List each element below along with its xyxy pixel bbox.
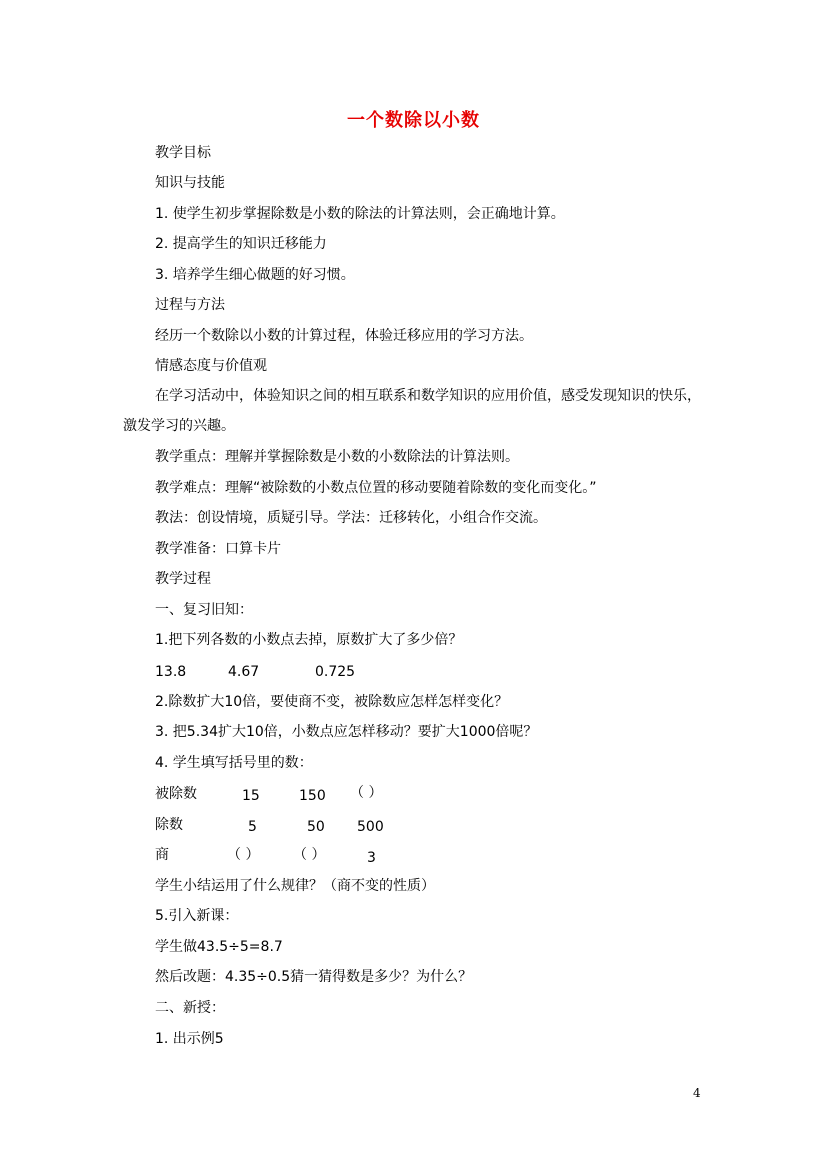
text-line: 学生小结运用了什么规律？（商不变的性质） bbox=[155, 878, 435, 894]
table-cell: 除数 bbox=[155, 817, 183, 833]
table-cell: 5 bbox=[248, 819, 257, 835]
text-line: 1. 使学生初步掌握除数是小数的除法的计算法则，会正确地计算。 bbox=[155, 206, 565, 222]
text-line: 在学习活动中，体验知识之间的相互联系和数学知识的应用价值，感受发现知识的快乐， bbox=[155, 388, 701, 404]
text-line: 教法：创设情境，质疑引导。学法：迁移转化，小组合作交流。 bbox=[155, 510, 547, 526]
number-item: 4.67 bbox=[228, 664, 260, 680]
page-number: 4 bbox=[693, 1086, 701, 1100]
table-cell: （ ） bbox=[293, 847, 326, 863]
number-item: 0.725 bbox=[315, 664, 356, 680]
table-cell: 15 bbox=[242, 788, 260, 804]
text-line: 学生做43.5÷5=8.7 bbox=[155, 939, 283, 955]
text-line: 知识与技能 bbox=[155, 175, 225, 191]
table-cell: 50 bbox=[307, 819, 325, 835]
text-line: 3. 把5.34扩大10倍，小数点应怎样移动？要扩大1000倍呢？ bbox=[155, 724, 538, 740]
text-line: 教学目标 bbox=[155, 145, 211, 161]
text-line: 5.引入新课： bbox=[155, 908, 239, 924]
table-cell: 3 bbox=[367, 850, 376, 866]
text-line: 教学难点：理解“被除数的小数点位置的移动要随着除数的变化而变化。” bbox=[155, 480, 597, 496]
text-line: 2. 提高学生的知识迁移能力 bbox=[155, 236, 327, 252]
table-cell: 被除数 bbox=[155, 786, 197, 802]
table-cell: 商 bbox=[155, 847, 169, 863]
text-line: 一、复习旧知： bbox=[155, 602, 253, 618]
text-line: 1.把下列各数的小数点去掉，原数扩大了多少倍？ bbox=[155, 632, 463, 648]
text-line: 教学过程 bbox=[155, 571, 211, 587]
table-cell: （ ） bbox=[227, 847, 260, 863]
text-line: 教学重点：理解并掌握除数是小数的小数除法的计算法则。 bbox=[155, 449, 519, 465]
text-line: 然后改题：4.35÷0.5猜一猜得数是多少？为什么？ bbox=[155, 969, 473, 985]
text-line: 情感态度与价值观 bbox=[155, 358, 267, 374]
text-line: 教学准备：口算卡片 bbox=[155, 541, 281, 557]
text-line: 4. 学生填写括号里的数： bbox=[155, 755, 313, 771]
number-item: 13.8 bbox=[155, 664, 187, 680]
text-line: 3. 培养学生细心做题的好习惯。 bbox=[155, 267, 355, 283]
text-line: 过程与方法 bbox=[155, 297, 225, 313]
text-line: 经历一个数除以小数的计算过程，体验迁移应用的学习方法。 bbox=[155, 328, 533, 344]
table-cell: 500 bbox=[357, 819, 384, 835]
text-line: 1. 出示例5 bbox=[155, 1031, 224, 1047]
table-cell: （ ） bbox=[350, 785, 383, 801]
table-cell: 150 bbox=[299, 788, 326, 804]
document-title: 一个数除以小数 bbox=[347, 110, 480, 131]
text-line: 二、新授： bbox=[155, 1000, 225, 1016]
text-line: 激发学习的兴趣。 bbox=[123, 418, 235, 434]
text-line: 2.除数扩大10倍，要使商不变，被除数应怎样怎样变化？ bbox=[155, 694, 509, 710]
